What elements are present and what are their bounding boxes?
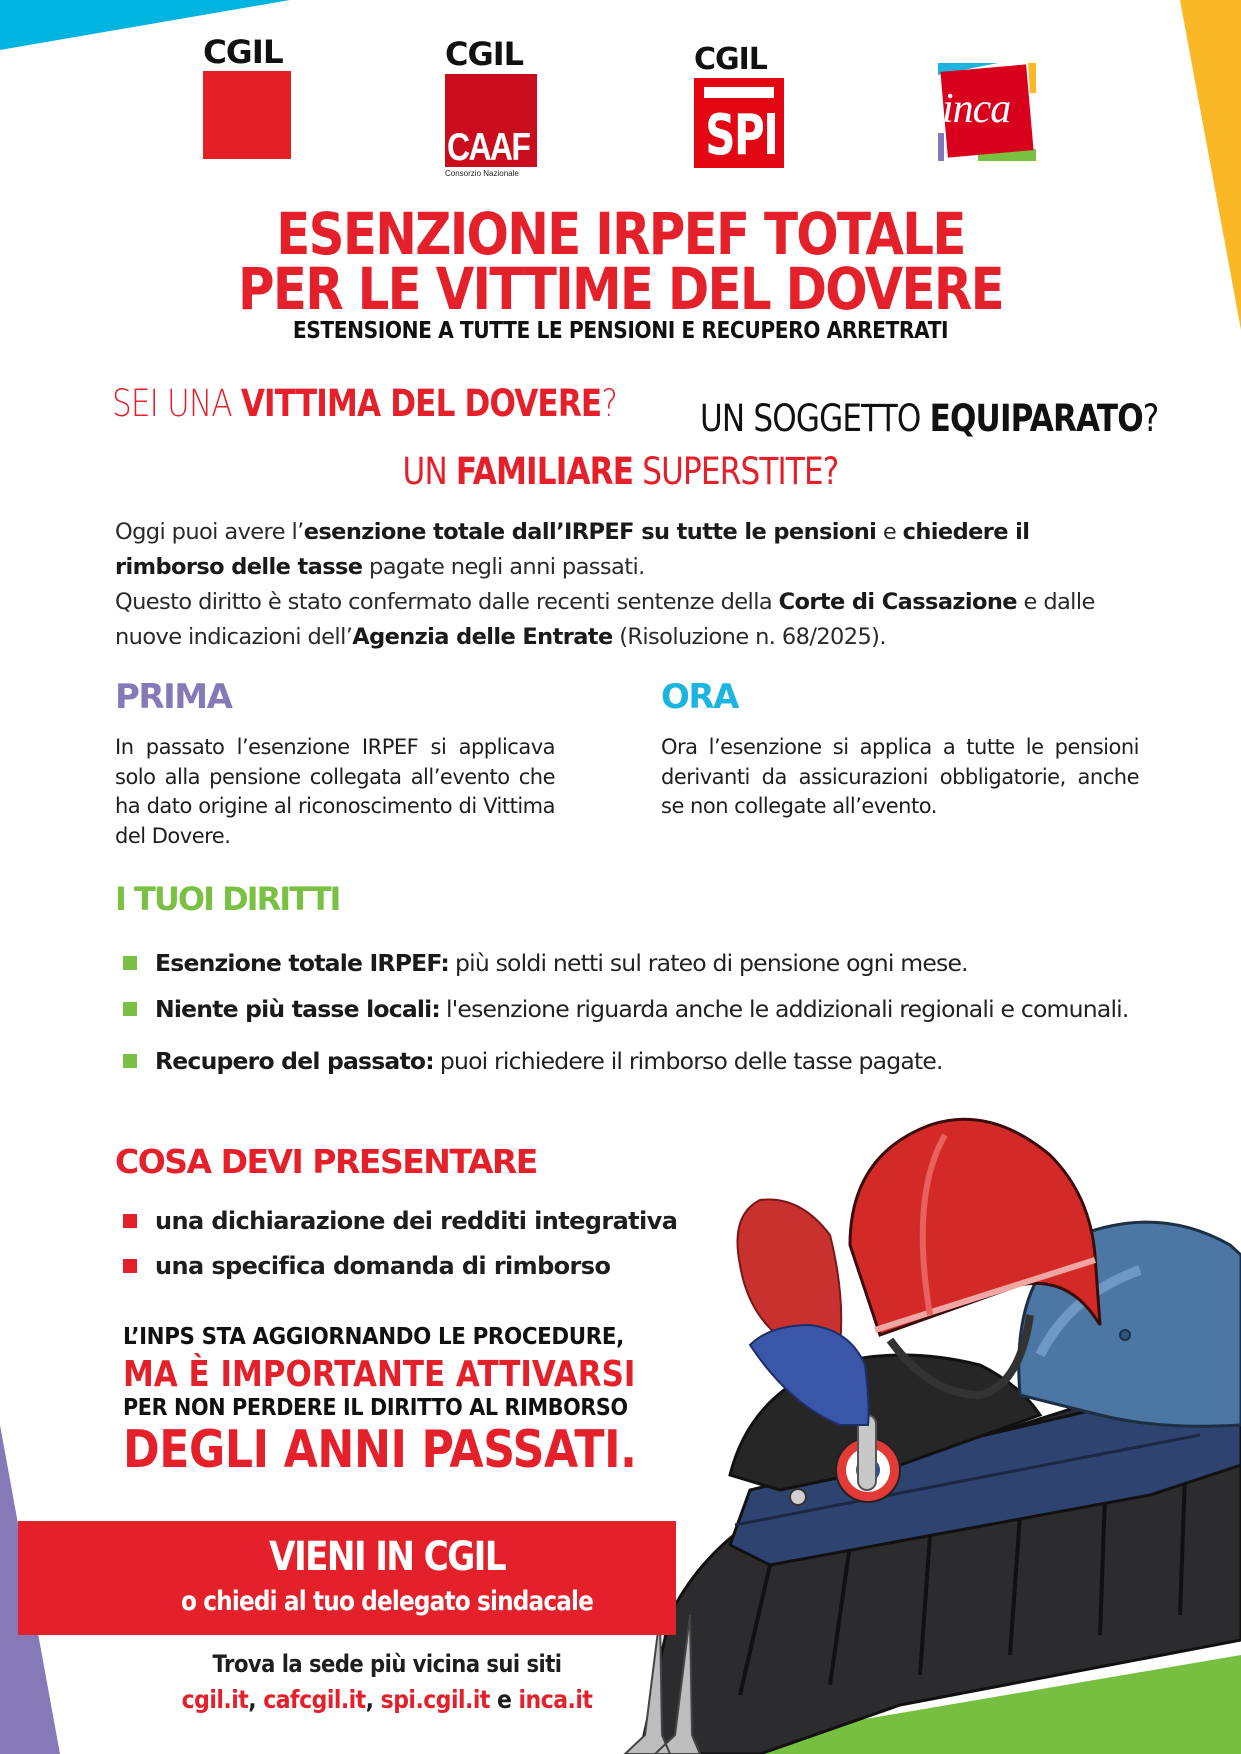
q2-suffix: ? [1142,397,1159,440]
item-text: puoi richiedere il rimborso delle tasse pagate. [439,1047,943,1075]
cosa-list [123,1198,677,1288]
caaf-sublabel: Consorzio Nazionale [445,169,519,178]
item-bold: Niente più tasse locali: [155,995,441,1023]
diritti-heading: I TUOI DIRITTI [115,880,340,918]
text: e dalle nuove indicazioni dell’ [115,589,1095,650]
separator: , [248,1685,264,1714]
find-office-text: Trova la sede più vicina sui siti [212,1650,562,1678]
bold-text: Agenzia delle Entrate [352,624,613,650]
cta-subtitle: o chiedi al tuo delegato sindacale [180,1586,594,1617]
red-square-bullet-icon [123,1259,137,1273]
q2-bold: EQUIPARATO [929,397,1143,440]
cgil-wordmark: CGIL [694,42,767,77]
uniform-button-icon [790,1489,806,1505]
bold-text: esenzione totale dall’IRPEF su tutte le pensioni [303,519,877,545]
q3-bold: FAMILIARE [455,450,634,493]
prima-text: In passato l’esenzione IRPEF si applicava solo alla pensione collegata all’evento che ha dato origine al riconoscimento di Vittima del Dovere. [115,735,555,848]
title-line-2: PER LE VITTIME DEL DOVERE [238,255,1003,323]
link-spi-cgil[interactable]: spi.cgil.it [380,1685,490,1714]
q1-suffix: ? [601,382,617,425]
cgil-wordmark: CGIL [203,33,283,71]
cosa-heading: COSA DEVI PRESENTARE [115,1142,537,1181]
q3-prefix: UN [402,450,456,493]
cgil-logo [203,33,291,159]
q1-bold: VITTIMA DEL DOVERE [240,382,602,425]
intro-line-1 [115,515,1145,585]
question-vittima [112,382,617,425]
separator: , [365,1685,381,1714]
sites-line [62,1685,711,1714]
item-bold: Esenzione totale IRPEF: [155,949,449,977]
item-bold: Recupero del passato: [155,1047,434,1075]
caaf-label: CAAF [447,126,530,169]
text: Questo diritto è stato confermato dalle recenti sentenze della [115,589,779,615]
prima-heading: PRIMA [115,677,232,717]
list-item [123,986,1233,1032]
inps-line-2: MA È IMPORTANTE ATTIVARSI [123,1354,636,1395]
spi-label: SPI [705,103,778,168]
inps-line-3: PER NON PERDERE IL DIRITTO AL RIMBORSO [123,1395,628,1421]
text: Oggi puoi avere l’ [115,519,304,545]
list-item [123,1198,677,1243]
green-square-bullet-icon [123,956,137,970]
link-cgil[interactable]: cgil.it [181,1685,249,1714]
ora-heading: ORA [661,677,738,717]
text: (Risoluzione n. 68/2025). [612,624,886,650]
text: pagate negli anni passati. [362,554,645,580]
item-text: più soldi netti sul rateo di pensione ogni mese. [454,949,968,977]
item-text: una dichiarazione dei redditi integrativa [155,1206,678,1235]
spi-logo [694,42,786,168]
list-item [123,1038,1233,1084]
item-text: una specifica domanda di rimborso [155,1251,611,1280]
red-square-bullet-icon [123,1214,137,1228]
ora-text: Ora l’esenzione si applica a tutte le pensioni derivanti da assicurazioni obbligatorie, anche se non collegate all’evento. [661,735,1139,818]
diritti-list [123,940,1233,1084]
cta-title: VIENI IN CGIL [269,1534,505,1580]
list-item [123,940,1233,986]
silver-clasp [858,1415,876,1490]
list-item [123,1243,677,1288]
q1-prefix: SEI UNA [112,382,241,425]
inps-line-4: DEGLI ANNI PASSATI. [123,1420,637,1480]
inca-logo [938,63,1036,161]
bold-text: chiedere il rimborso delle tasse [115,519,1030,580]
intro-line-2 [115,585,1145,655]
q2-prefix: UN SOGGETTO [700,397,930,440]
q3-suffix: SUPERSTITE? [633,450,839,493]
inca-label: inca [942,86,1011,132]
helmet-rivet-icon [1120,1330,1130,1340]
cgil-red-square [203,71,291,159]
caaf-logo [445,35,541,178]
subtitle: ESTENSIONE A TUTTE LE PENSIONI E RECUPERO ARRETRATI [292,318,949,344]
title-line-1: ESENZIONE IRPEF TOTALE [276,200,965,268]
green-square-bullet-icon [123,1002,137,1016]
cgil-wordmark: CGIL [445,35,524,73]
question-equiparato [700,397,1159,440]
separator: e [489,1685,519,1714]
green-square-bullet-icon [123,1054,137,1068]
spi-white-bar [704,87,774,98]
link-cafcgil[interactable]: cafcgil.it [263,1685,366,1714]
yellow-corner-shape [1180,0,1241,330]
intro-paragraph [115,515,1145,655]
item-text: l'esenzione riguarda anche le addizionali regionali e comunali. [446,995,1129,1023]
spi-red-box [694,78,784,168]
text: e [876,519,903,545]
bold-text: Corte di Cassazione [778,589,1017,615]
caaf-red-box [445,74,537,167]
inps-line-1: L’INPS STA AGGIORNANDO LE PROCEDURE, [123,1324,624,1350]
question-familiare [99,450,1141,493]
link-inca[interactable]: inca.it [518,1685,593,1714]
